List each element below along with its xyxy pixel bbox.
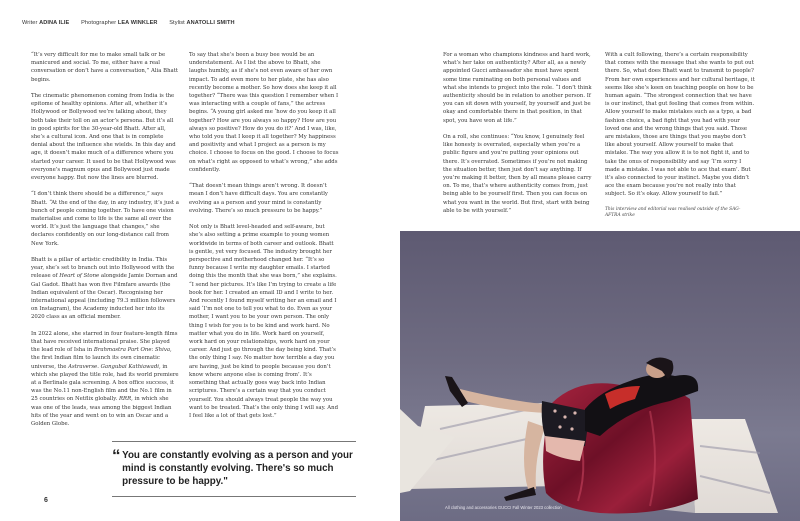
text-run: alongside Jamie Dornan and Gal Gadot. Bhatt has won five Filmfare awards (the Indian equivalent of the Oscar). Recognising her international appeal (including 79.3 million followers on Instagram), the Academy inducted her into its 2020 class as an official member.	[31, 273, 178, 321]
quote-mark-icon: “	[112, 446, 120, 465]
text-run: , the first Indian film to launch its own cinematic universe, the	[31, 347, 172, 370]
article-column-2	[189, 51, 339, 428]
paragraph: With a cult following, there’s a certain responsibility that comes with the message that she wants to put out there. So, what does Bhatt want to transmit to people? From her own experiences and her cultural heritage, it seems like she’s keen on teaching people on how to be human again. “The strongest connection that we have is our instinct, that gut feeling that comes from within. Allow yourself to make mistakes such as a typo, a bad fashion choice, a bad fight that you had with your loved one and the wrong things that you said. Those are mistakes, those are things that you maybe don’t like about yourself. Allow yourself to make that mistake. The way you allow it is to not fight it, and to take the onus of responsibility and say ‘I’m sorry I made a mistake. I was not able to ace that exam’. But it’s also connected to your instinct. Maybe you didn’t ace the exam because you’re not really into that subject. So it’s okay. Allow yourself to fail.”	[605, 52, 755, 198]
paragraph: On a roll, she continues: “You know, I genuinely feel like honesty is overrated, especially when you’re a public figure and you’re putting your opinions out there. It’s overrated. Sometimes if you’re not making the situation better, then just don’t say anything. If you’re making it better, then by all means please carry on. To me, that’s where authenticity comes from, just being able to be yourself first. Then you can focus on what you want in the world. But first, start with being able to be with yourself.”	[443, 134, 592, 214]
article-column-3	[443, 51, 593, 223]
article-column-1	[31, 51, 179, 436]
film-title: Brahmastra Part One: Shiva	[93, 347, 171, 354]
film-title: Astraverse. Gangubai Kathiawadi	[68, 363, 159, 370]
editorial-photo	[400, 231, 800, 521]
paragraph: The cinematic phenomenon coming from India is the epitome of healthy opinions. After all, whether it’s Hollywood or Bollywood we’re talking about, they both take their toll on an actor’s persona. But it’s all in good spirits for the 30-year-old Bhatt. After all, she’s a cultural icon. And one that is in complete denial about the influence she wields. In this day and age, it doesn’t make much of a difference where you started your career. It used to be that Hollywood was everyone’s magnum opus and Bollywood just made everyone happy. But now the lines are blurred.	[31, 93, 176, 182]
stylist-role: Stylist	[169, 20, 185, 26]
paragraph	[31, 256, 179, 322]
paragraph: “That doesn’t mean things aren’t wrong. It doesn’t mean I don’t have difficult days. You are constantly evolving as a person and your mind is constantly evolving. There’s so much pressure to be happy.”	[189, 183, 328, 214]
paragraph: “I don’t think there should be a difference,” says Bhatt. “At the end of the day, in any industry, it’s just a bunch of people coming together. To have one vision materialise and come to life is the same all over the world. It’s just the language that changes,” she declares confidently on our long-distance call from New York.	[31, 191, 179, 247]
photographer-name: LEA WINKLER	[117, 20, 158, 26]
writer-role: Writer	[22, 20, 38, 26]
stylist-name: ANATOLLI SMITH	[186, 20, 235, 26]
photographer-role: Photographer	[81, 20, 117, 26]
paragraph: “It’s very difficult for me to make small talk or be manicured and social. To me, either have a real conversation or don’t have a conversation,” Alia Bhatt begins.	[31, 52, 178, 83]
paragraph: For a woman who champions kindness and hard work, what’s her take on authenticity? After all, as a newly appointed Gucci ambassador she must have spent some time ruminating on both personal values and what she intends to project into the role. “I don’t think authenticity should be in relation to another person. If you can sit down with yourself, by yourself and just be okay and comfortable there in that position, in that spot, you have won at life.”	[443, 52, 592, 124]
page-number: 6	[44, 497, 48, 504]
film-title: RRR	[119, 396, 132, 403]
film-title: Heart of Stone	[59, 273, 100, 280]
pull-quote-text: You are constantly evolving as a person and your mind is constantly evolving. There's so much pressure to be happy."	[122, 450, 353, 488]
photo-illustration	[400, 231, 800, 521]
credits-line	[22, 20, 245, 26]
pull-quote	[112, 441, 356, 497]
photo-caption: All clothing and accessories GUCCI Fall Winter 2023 collection	[445, 505, 562, 510]
text-run: , in which she was one of the leads, was among the biggest Indian hits of the year and went on to win an Oscar and a Golden Globe.	[31, 396, 172, 428]
text-run: , in which she played the title role, had its world premiere at a Berlinale gala screening. A box office success, it was the No.11 non-English film and the No.1 film in 25 countries on Netflix globally.	[31, 363, 179, 403]
article-column-4	[605, 51, 755, 219]
strike-note: This interview and editorial was realised outside of the SAG-AFTRA strike	[605, 206, 741, 218]
paragraph	[31, 330, 179, 428]
paragraph: To say that she’s been a busy bee would be an understatement. As I list the above to Bhatt, she laughs humbly, as if she’s not even aware of her own impact. To add even more to her plate, she has also recently become a mother. So how does she keep it all together? “There was this question I remember when I was interacting with a couple of fans,” the actress begins. “A young girl asked me ‘how do you keep it all together? How are you always so happy? How are you always so positive? How do you do it?’ And I was, like, who told you that I keep it all together? My happiness and positivity and what I project as a person is my choice. I choose to focus on the good. I choose to focus on what’s right as opposed to what’s wrong,” she adds confidently.	[189, 52, 339, 173]
writer-name: ADINA ILIE	[39, 20, 70, 26]
text-run: In 2022 alone, she starred in four feature-length films that have received international praise. She played the lead role of Isha in	[31, 330, 178, 354]
paragraph: Not only is Bhatt level-headed and self-aware, but she’s also setting a prime example to young women worldwide in terms of both career and outlook. Bhatt is gentle, yet very focused. The industry brought her perspective and motherhood changed her. “It’s so funny because I write my daughter emails. I started doing this the month that she was born,” she explains. “I send her pictures. It’s like I’m trying to create a life book for her. I created an email ID and I write to her. And recently I found myself writing her an email and I said ‘I’m not one to tell you what to do. Even as your mother, I want you to be your own person. The only thing I wish for you is to be kind and work hard. No matter what you do in life. Work hard on yourself, work hard on your relationships, work hard on your career. And just go through the day being kind. That’s the only thing I say. No matter how terrible a day you are having, just be kind to people because you don’t know where anyone else is coming from’. It’s something that actually goes way back into Indian scriptures. There’s a certain way that you conduct yourself. You should always treat people the way you want to be treated. That’s the only thing I will say. And I feel like a lot of that gets lost.”	[189, 224, 339, 419]
text-run: Bhatt is a pillar of artistic credibility in India. This year, she’s set to branch out into Hollywood with the release of	[31, 257, 175, 280]
